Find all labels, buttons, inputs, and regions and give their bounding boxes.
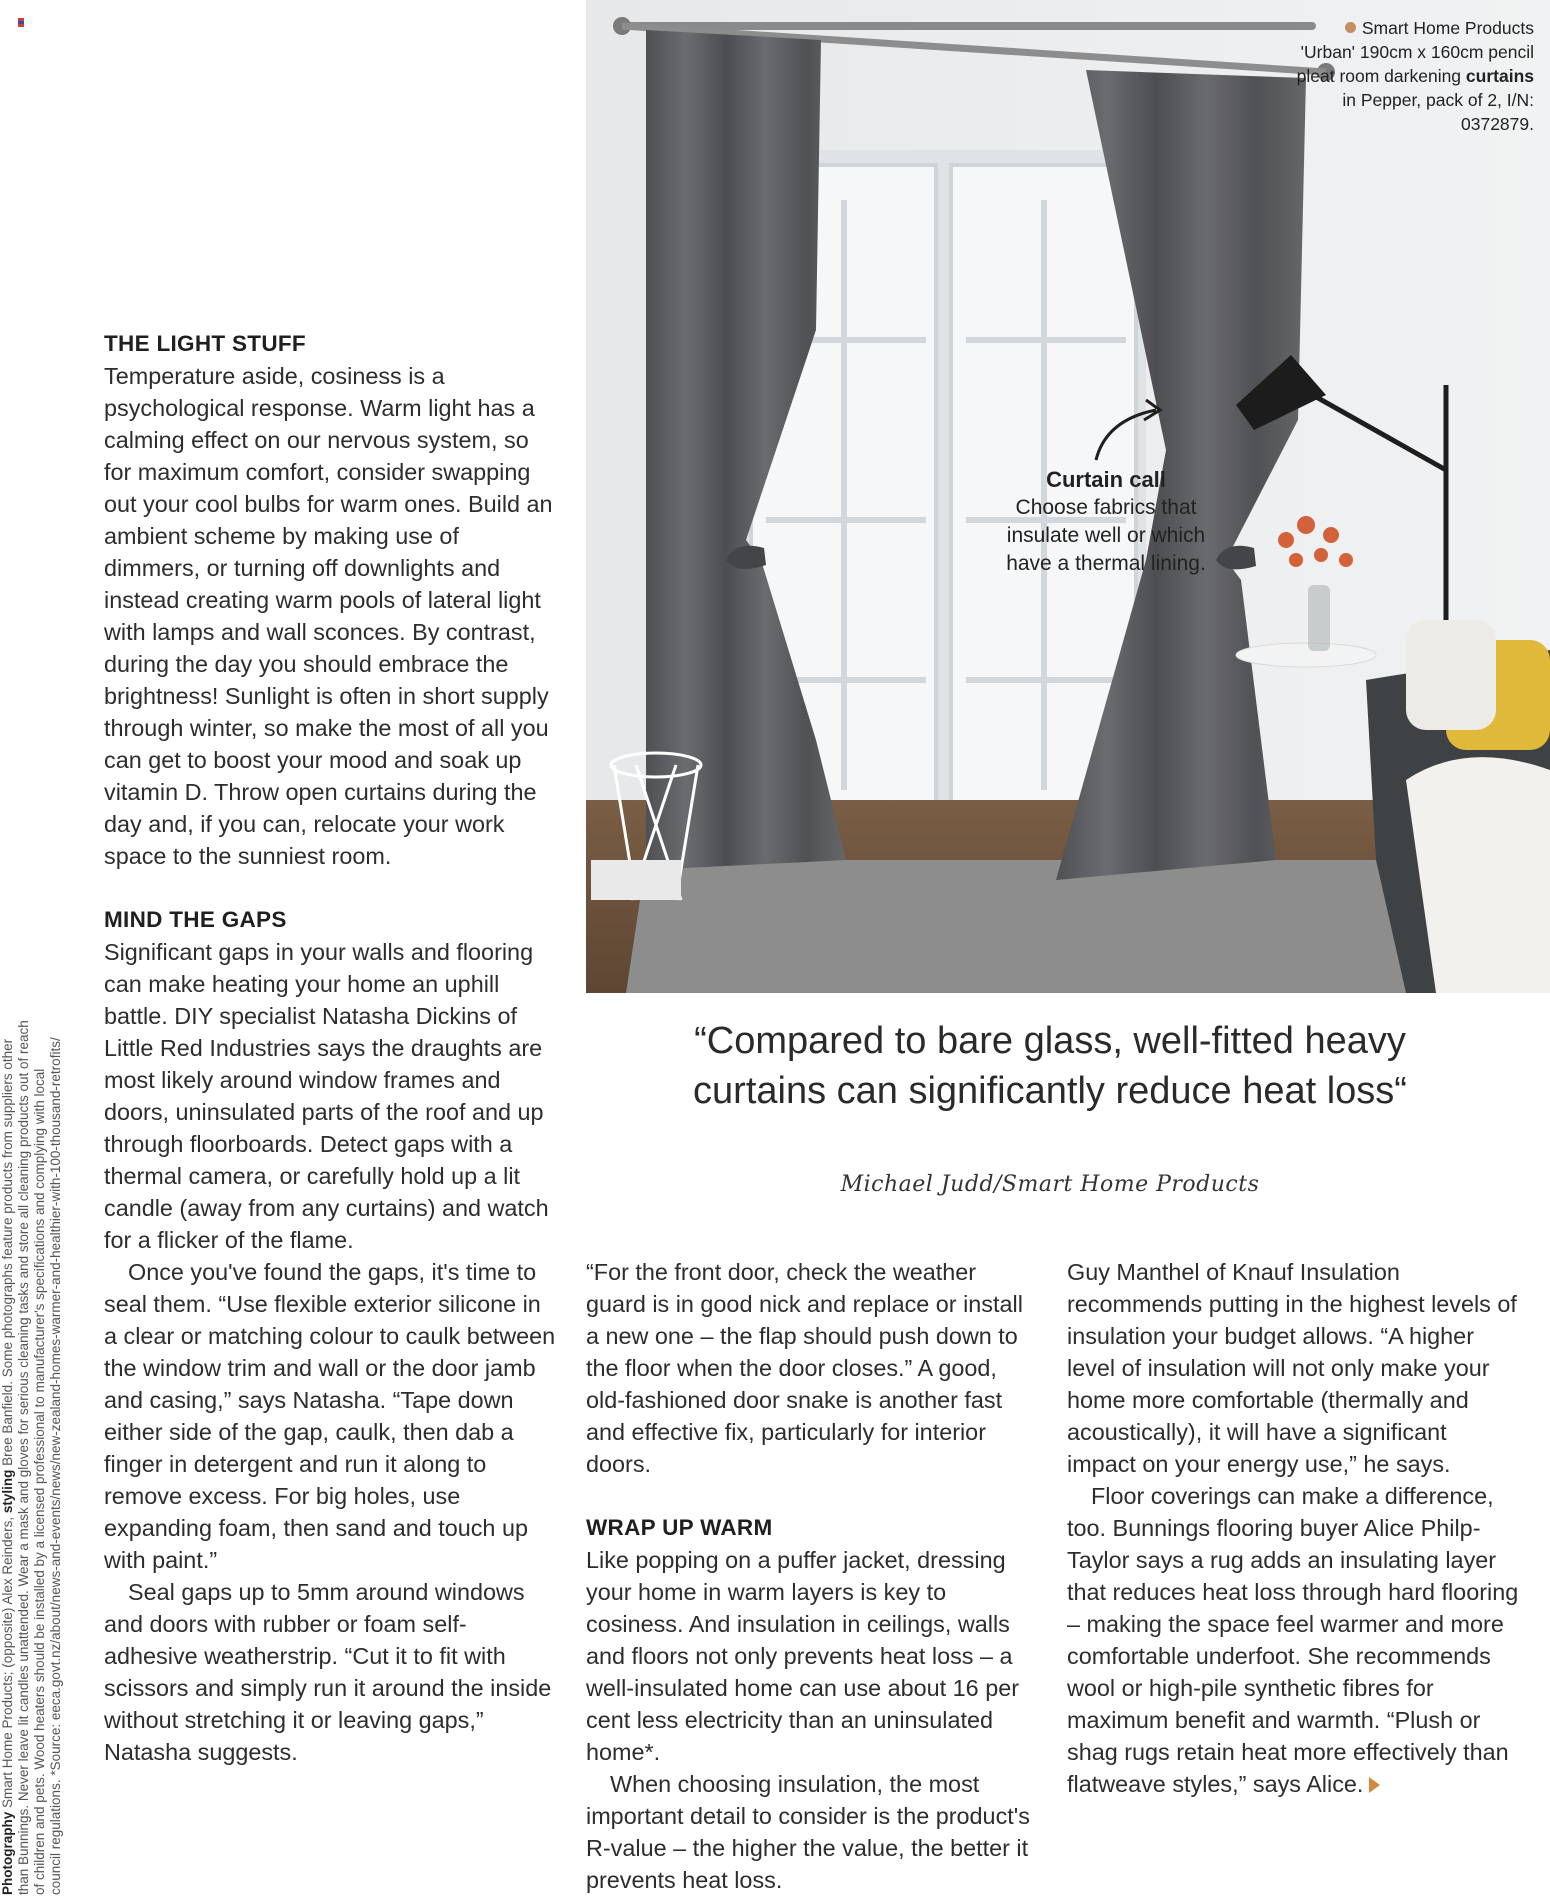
- middle-column: [586, 1256, 1036, 1896]
- caption-text-bold: curtains: [1465, 66, 1534, 86]
- paragraph-insulation: Guy Manthel of Knauf Insulation recommends putting in the highest levels of insulation your budget allows. “A higher level of insulation will not only make your home more comfortable (thermally and acoustically), it will have a significant impact on your energy use,” he says.: [1067, 1259, 1517, 1477]
- caption-text-pre: Smart Home Products 'Urban' 190cm x 160cm pencil pleat room darkening: [1296, 18, 1534, 86]
- paragraph-light-stuff: Temperature aside, cosiness is a psychological response. Warm light has a calming effect on our nervous system, so for maximum comfort, consider swapping out your cool bulbs for warm ones. Build an ambient scheme by making use of dimmers, or turning off downlights and instead creating warm pools of lateral light with lamps and wall sconces. By contrast, during the day you should embrace the brightness! Sunlight is often in short supply through winter, so make the most of all you can get to boost your mood and soak up vitamin D. Throw open curtains during the day and, if you can, relocate your work space to the sunniest room.: [104, 363, 553, 869]
- credit-photography-label: Photography: [0, 1811, 15, 1895]
- credit-line-2: than Bunnings. Never leave lit candles unattended. Wear a mask and gloves for serious cleaning tasks and store all cleaning products out of reach: [16, 1020, 31, 1895]
- paragraph-front-door: “For the front door, check the weather guard is in good nick and replace or install a new one – the flap should push down to the floor when the door closes.” A good, old-fashioned door snake is another fast and effective fix, particularly for interior doors.: [586, 1259, 1023, 1477]
- heading-wrap-up-warm: WRAP UP WARM: [586, 1515, 773, 1540]
- paragraph-mind-gaps-2: Once you've found the gaps, it's time to seal them. “Use flexible exterior silicone in a clear or matching colour to caulk between the window trim and wall or the door jamb and casing,” says Natasha. “Tape down either side of the gap, caulk, then dab a finger in detergent and run it along to remove excess. For big holes, use expanding foam, then sand and touch up with paint.”: [104, 1259, 556, 1573]
- end-of-article-icon: [1369, 1777, 1380, 1793]
- credit-styling-label: styling: [0, 1469, 15, 1514]
- credit-line-4: council regulations. *Source: eeca.govt.nz/about/news-and-events/news/new-zealand-homes-warmer-and-healthier-with-100-thousand-retrofits/: [48, 1037, 63, 1895]
- caption-text-post: in Pepper, pack of 2, I/N: 0372879.: [1342, 90, 1534, 134]
- right-column: [1067, 1256, 1519, 1800]
- photo-credits: [0, 995, 80, 1895]
- curtain-photo: [586, 0, 1550, 993]
- credit-line-3: of children and pets. Wood heaters should be installed by a licensed professional to manufacturer's specifications and complying with local: [32, 1068, 47, 1895]
- caption-bullet-icon: [1345, 22, 1356, 33]
- curtain-call-callout: [1006, 466, 1206, 578]
- credit-text-a: Smart Home Products; (opposite) Alex Reinders,: [0, 1513, 15, 1812]
- heading-mind-gaps: MIND THE GAPS: [104, 907, 287, 932]
- paragraph-mind-gaps-3: Seal gaps up to 5mm around windows and doors with rubber or foam self-adhesive weatherstrip. “Cut it to fit with scissors and simply run it around the inside without stretching it or leaving gaps,” Natasha suggests.: [104, 1579, 552, 1765]
- left-column: [104, 328, 560, 1768]
- pull-quote-attribution: Michael Judd/Smart Home Products: [840, 1172, 1260, 1197]
- curtain-call-body: Choose fabrics that insulate well or which have a thermal lining.: [1006, 496, 1206, 575]
- curtain-call-title: Curtain call: [1046, 467, 1166, 492]
- product-caption: [1294, 16, 1534, 136]
- pull-quote: “Compared to bare glass, well-fitted heavy curtains can significantly reduce heat loss“: [693, 1020, 1407, 1112]
- heading-light-stuff: THE LIGHT STUFF: [104, 331, 306, 356]
- paragraph-wrap-up-warm-1: Like popping on a puffer jacket, dressing your home in warm layers is key to cosiness. And insulation in ceilings, walls and floors not only prevents heat loss – a well-insulated home can use about 16 per cent less electricity than an uninsulated home*.: [586, 1547, 1020, 1765]
- corner-mark: [18, 18, 24, 27]
- paragraph-wrap-up-warm-2: When choosing insulation, the most important detail to consider is the product's R-value – the higher the value, the better it prevents heat loss.: [586, 1771, 1030, 1893]
- paragraph-floor-coverings: Floor coverings can make a difference, too. Bunnings flooring buyer Alice Philp-Taylor says a rug adds an insulating layer that reduces heat loss through hard flooring – making the space feel warmer and more comfortable underfoot. She recommends wool or high-pile synthetic fibres for maximum benefit and warmth. “Plush or shag rugs retain heat more effectively than flatweave styles,” says Alice.: [1067, 1483, 1519, 1797]
- credit-text-b: Bree Banfield. Some photographs feature products from suppliers other: [0, 1038, 15, 1470]
- paragraph-mind-gaps-1: Significant gaps in your walls and flooring can make heating your home an uphill battle. DIY specialist Natasha Dickins of Little Red Industries says the draughts are most likely around window frames and doors, uninsulated parts of the roof and up through floorboards. Detect gaps with a thermal camera, or carefully hold up a lit candle (away from any curtains) and watch for a flicker of the flame.: [104, 939, 549, 1253]
